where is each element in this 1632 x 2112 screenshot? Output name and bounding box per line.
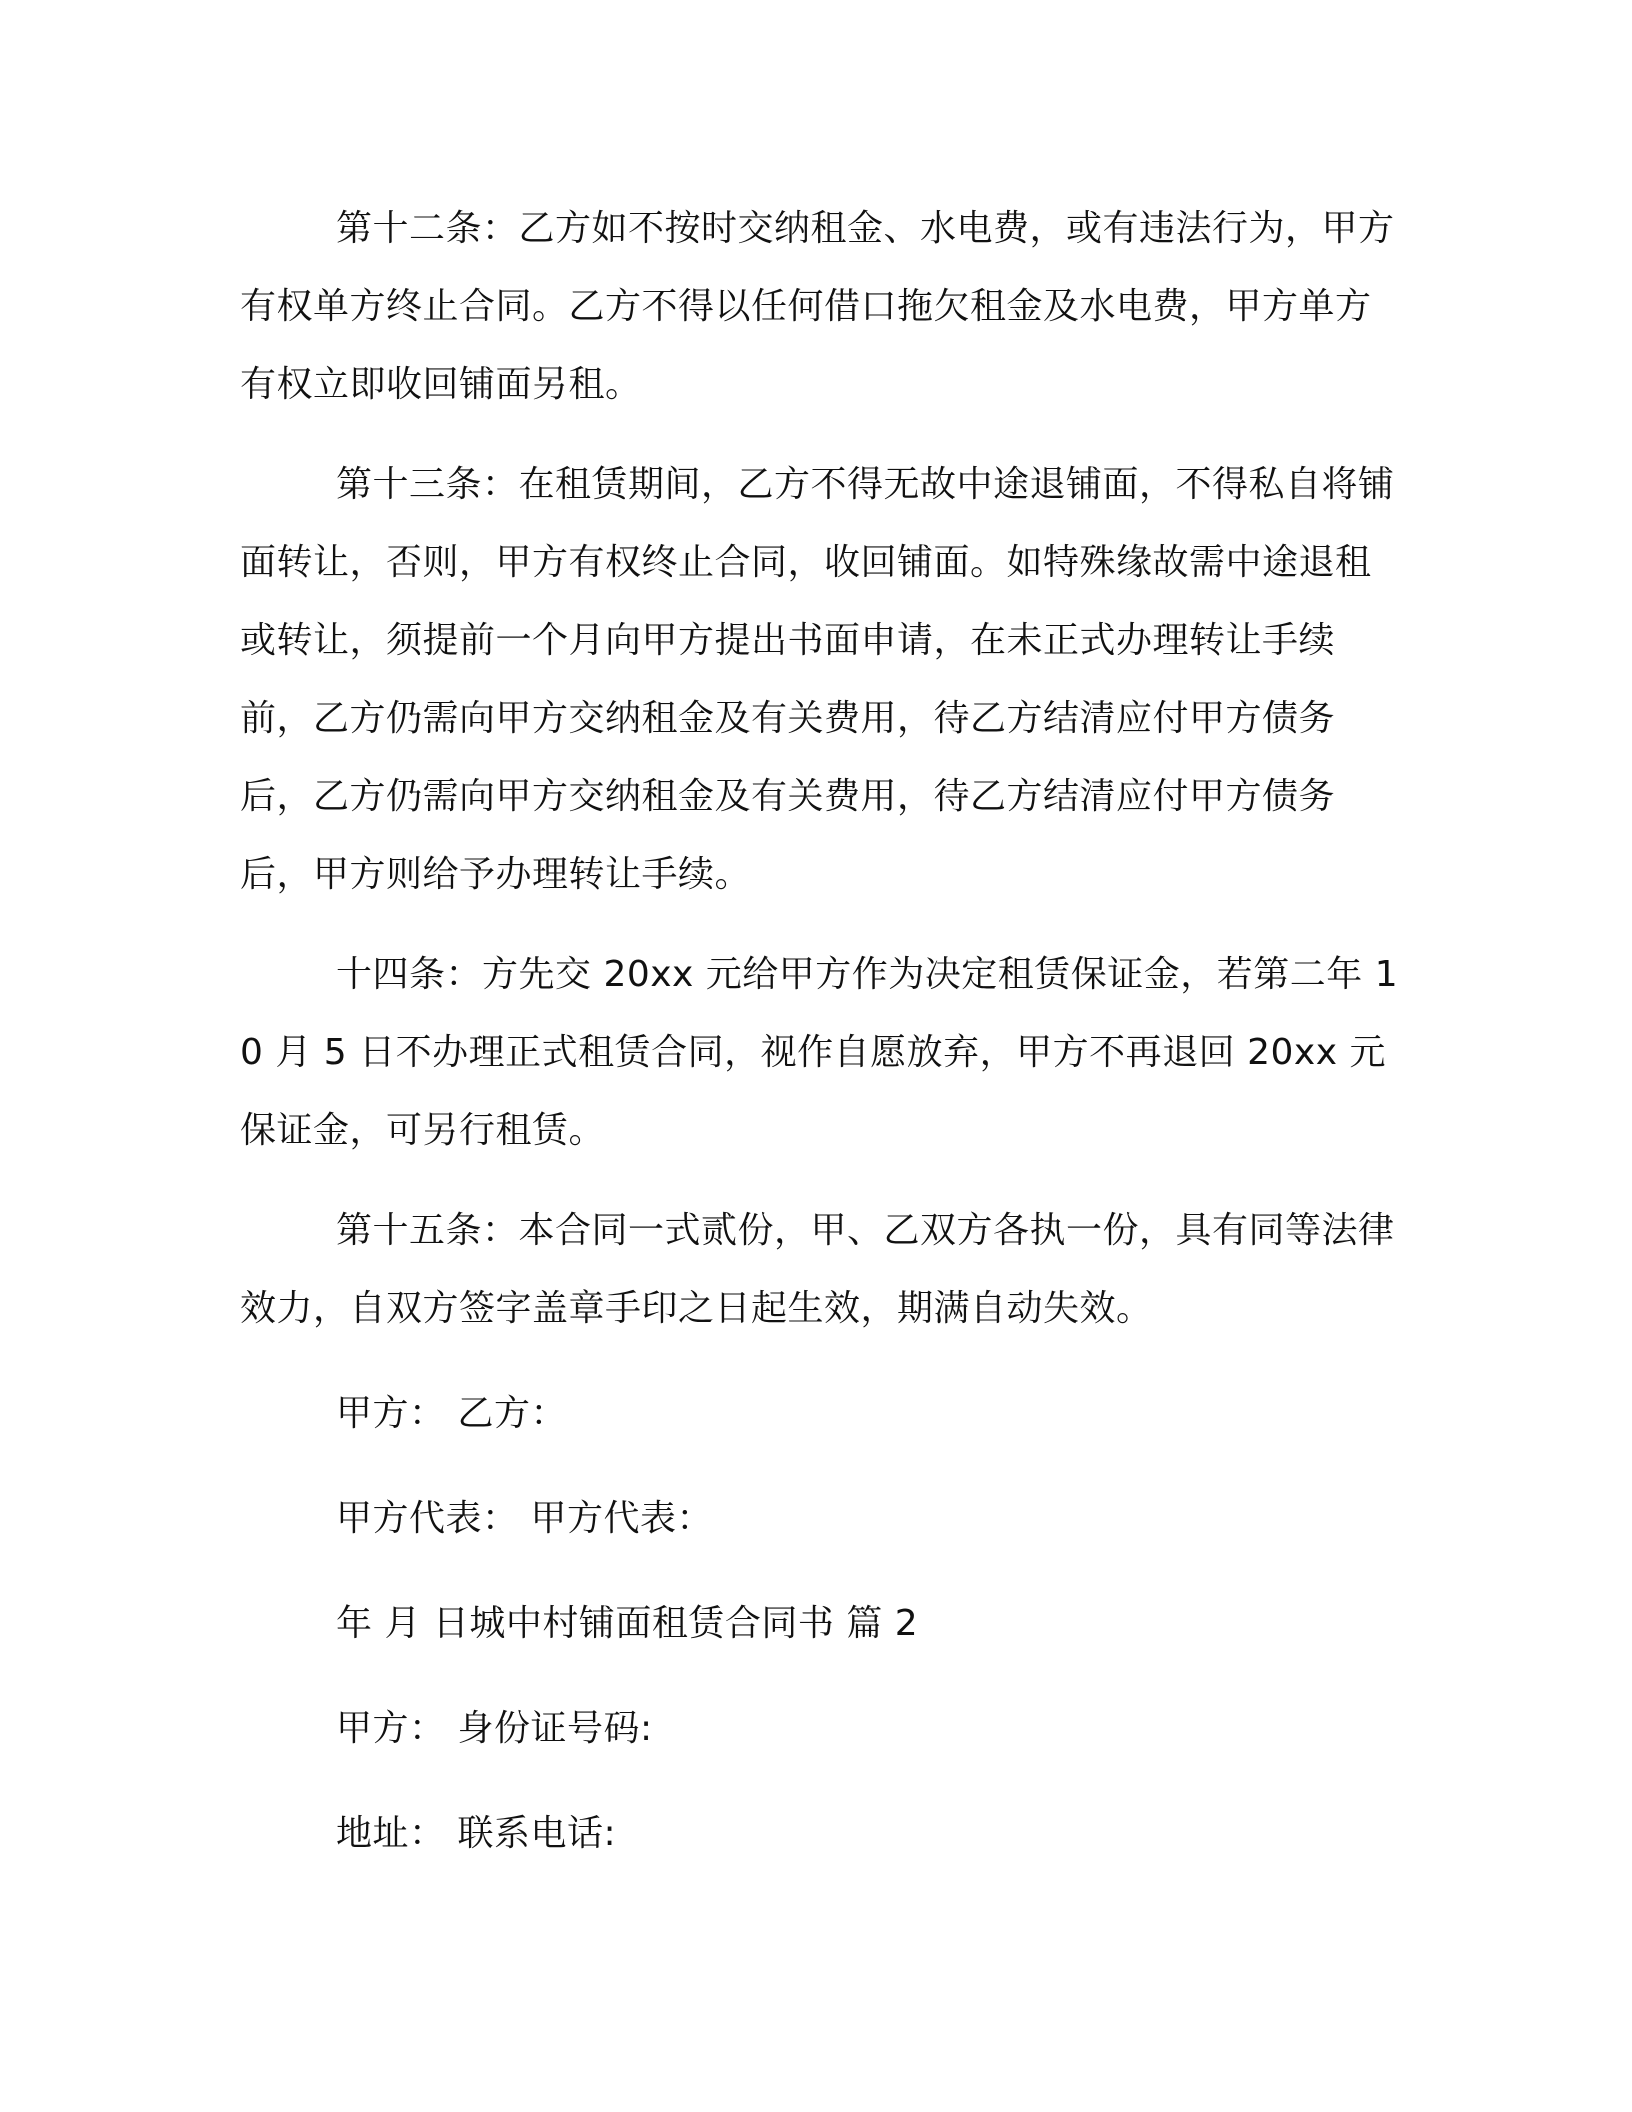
article-12-paragraph: 第十二条：乙方如不按时交纳租金、水电费，或有违法行为，甲方有权单方终止合同。乙方不得以任何借口拖欠租金及水电费，甲方单方有权立即收回铺面另租。 <box>240 208 1395 405</box>
document-page <box>240 190 1400 1873</box>
address-phone-line: 地址： 联系电话: <box>336 1813 617 1854</box>
article-15-paragraph: 第十五条：本合同一式贰份，甲、乙双方各执一份，具有同等法律效力，自双方签字盖章手印之日起生效，期满自动失效。 <box>240 1210 1395 1329</box>
party-line: 甲方： 乙方： <box>336 1393 567 1434</box>
party-a-id-line: 甲方： 身份证号码: <box>336 1708 653 1749</box>
article-14-paragraph: 十四条：方先交 20xx 元给甲方作为决定租赁保证金，若第二年 10 月 5 日不办理正式租赁合同，视作自愿放弃，甲方不再退回 20xx 元保证金，可另行租赁。 <box>240 954 1399 1151</box>
representative-line: 甲方代表： 甲方代表： <box>336 1498 713 1539</box>
article-13-paragraph: 第十三条：在租赁期间，乙方不得无故中途退铺面，不得私自将铺面转让，否则，甲方有权终止合同，收回铺面。如特殊缘故需中途退租或转让，须提前一个月向甲方提出书面申请，在未正式办理转让手续前，乙方仍需向甲方交纳租金及有关费用，待乙方结清应付甲方债务后，乙方仍需向甲方交纳租金及有关费用，待乙方结清应付甲方债务后，甲方则给予办理转让手续。 <box>240 464 1395 895</box>
date-title-line: 年 月 日城中村铺面租赁合同书 篇 2 <box>336 1603 919 1644</box>
